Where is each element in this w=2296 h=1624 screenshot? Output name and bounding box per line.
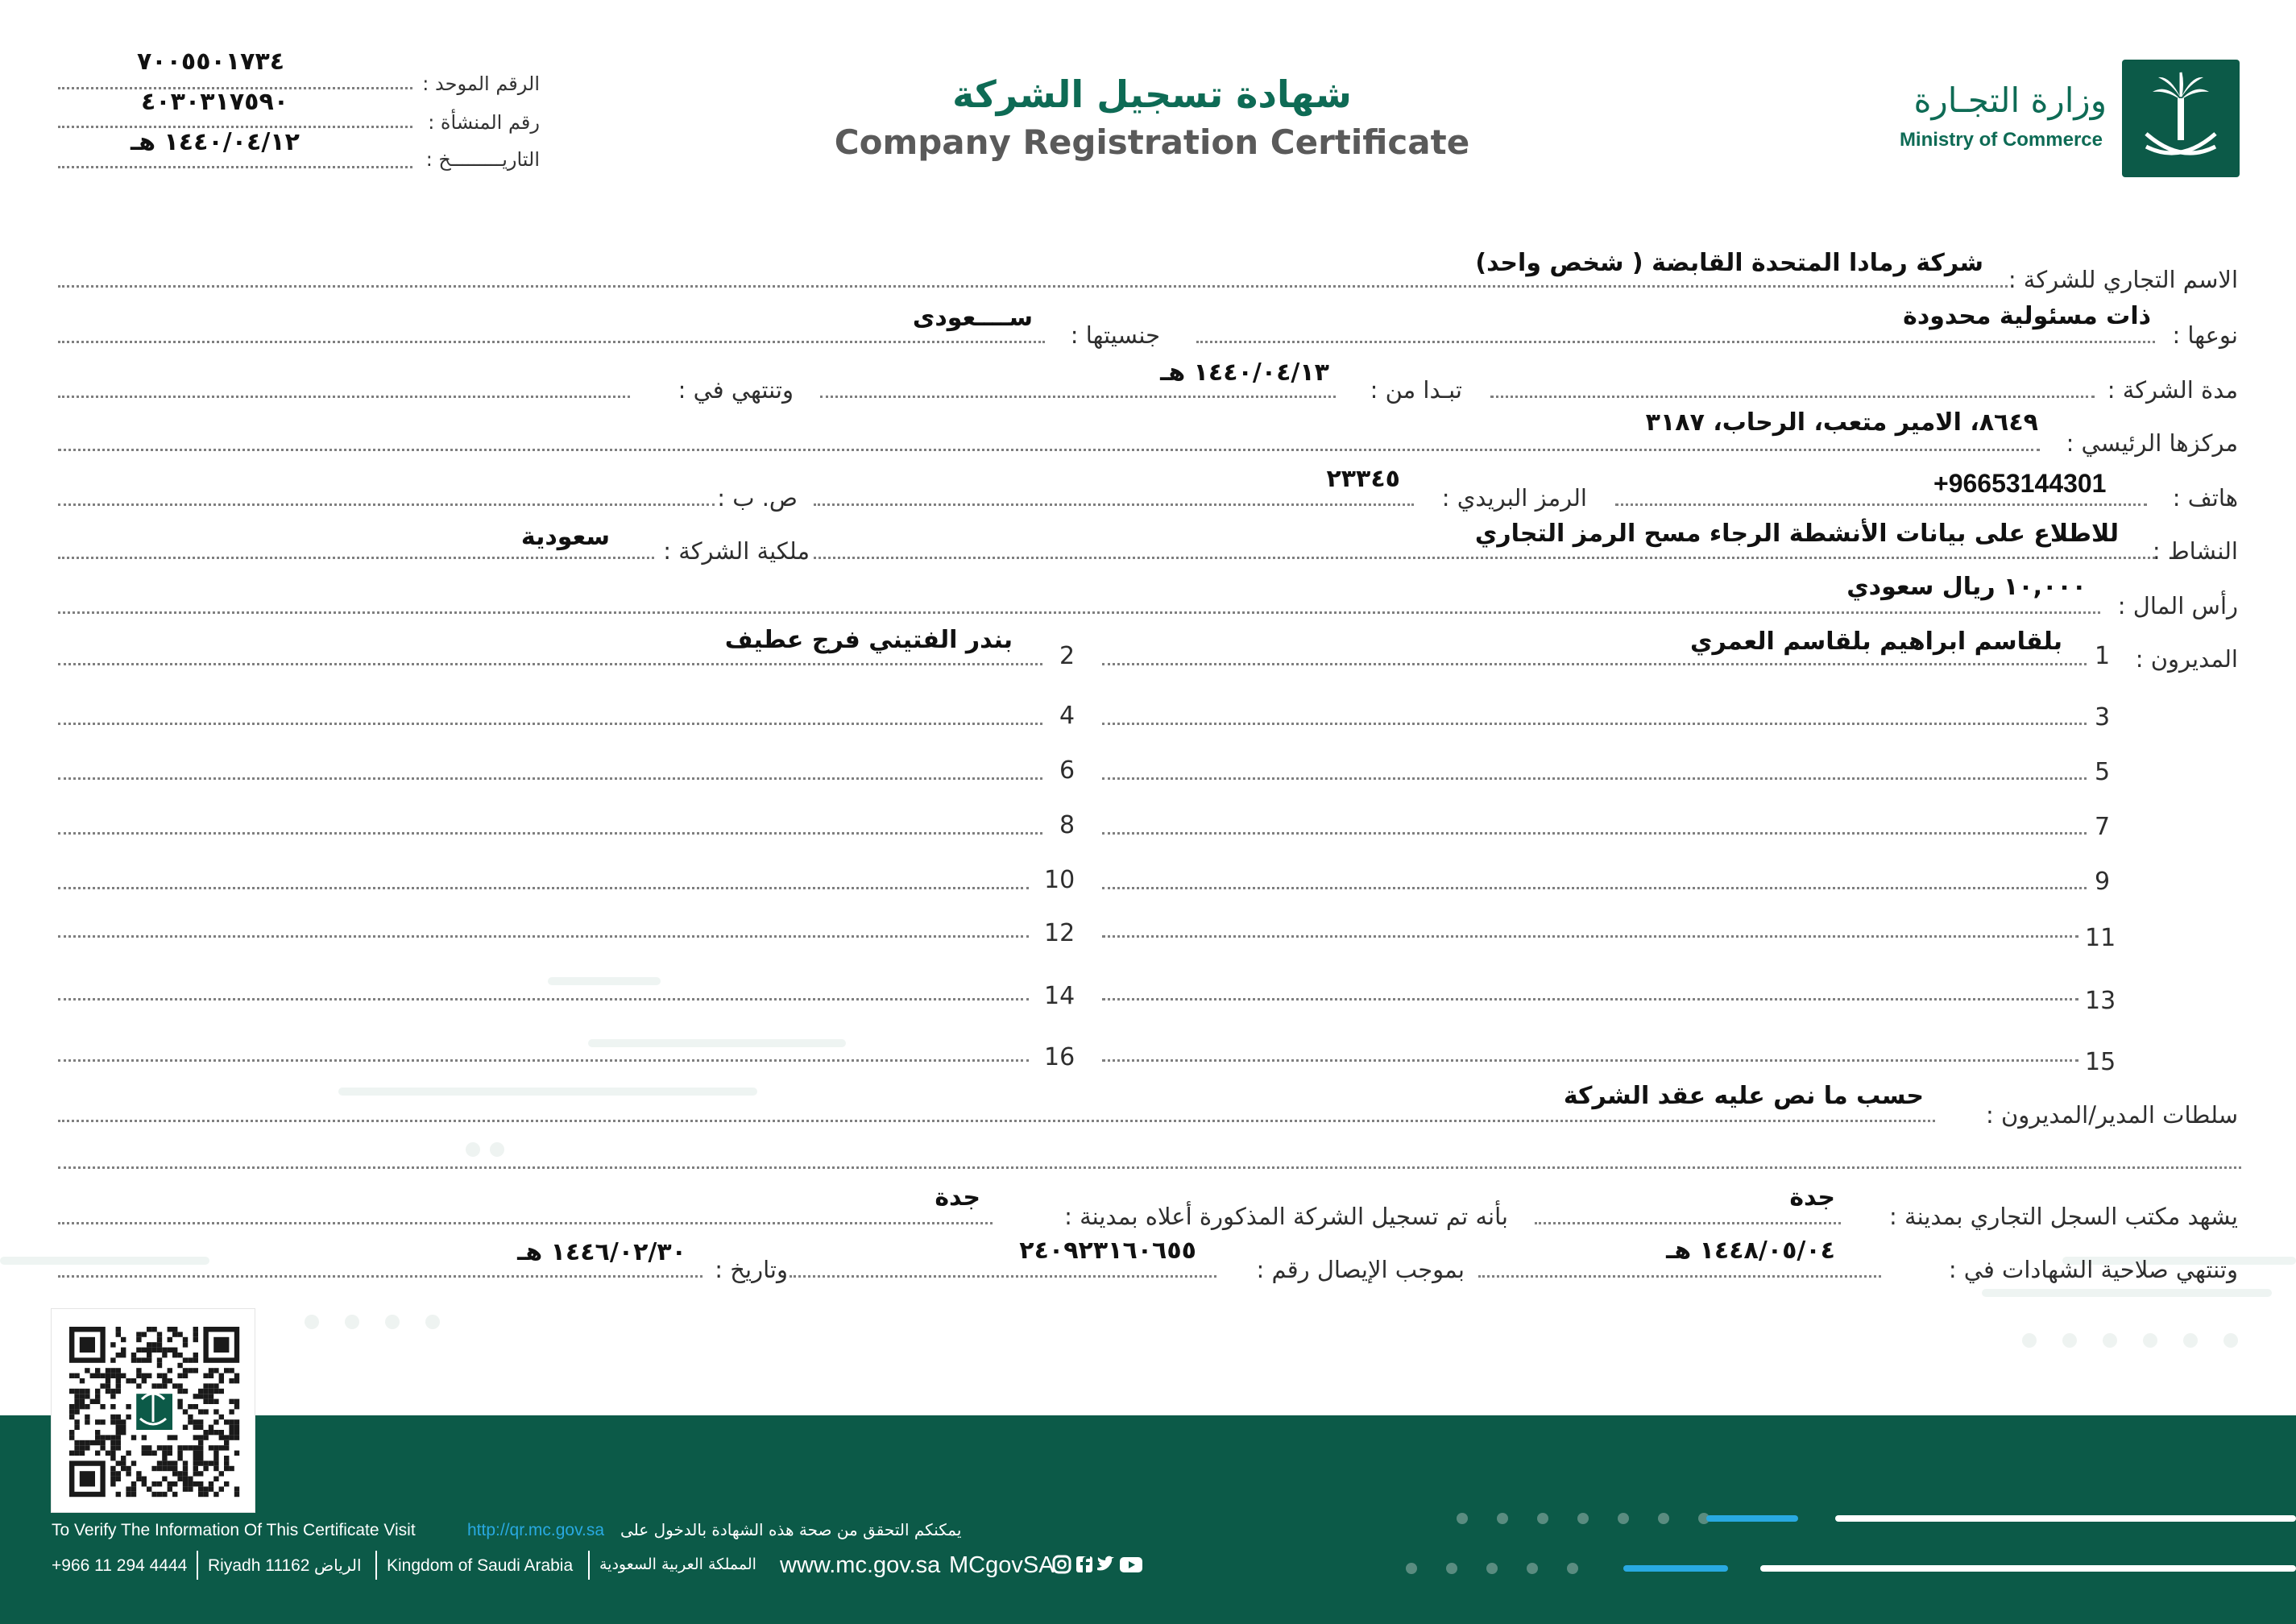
manager-number: 14 (1044, 982, 1075, 1010)
manager-number: 8 (1059, 811, 1075, 839)
manager-number: 3 (2095, 703, 2111, 731)
registered-city-label: بأنه تم تسجيل الشركة المذكورة أعلاه بمدينة : (1064, 1203, 1508, 1230)
nationality-label: جنسيتها : (1070, 321, 1160, 349)
starts-date: ١٤٤٠/٠٤/١٣ هـ (1160, 358, 1329, 387)
ministry-name-ar: وزارة التجـارة (1913, 81, 2107, 120)
validity-date: ١٤٤٨/٠٥/٠٤ هـ (1666, 1237, 1835, 1265)
header-date-label: التاريـــــــــخ : (425, 148, 540, 171)
manager-name: بلقاسم ابراهيم بلقاسم العمري (1690, 628, 2062, 656)
validity-label: وتنتهي صلاحية الشهادات في : (1948, 1256, 2238, 1283)
postal-code: ٢٣٣٤٥ (1326, 465, 1400, 493)
footer-city-en: Riyadh 11162 (208, 1556, 310, 1575)
facebook-icon[interactable] (1076, 1556, 1092, 1572)
capital-label: رأس المال : (2117, 592, 2238, 619)
unified-number-label: الرقم الموحد : (422, 72, 540, 95)
manager-number: 15 (2085, 1048, 2116, 1076)
youtube-icon[interactable] (1120, 1557, 1142, 1572)
registered-city: جدة (935, 1183, 980, 1212)
header-date: ١٤٤٠/٠٤/١٢ هـ (131, 128, 300, 156)
manager-number: 6 (1059, 756, 1075, 785)
manager-number: 11 (2085, 924, 2116, 952)
footer-phone: +966 11 294 4444 (52, 1556, 188, 1575)
manager-number: 13 (2085, 987, 2116, 1015)
receipt-date: ١٤٤٦/٠٢/٣٠ هـ (517, 1238, 686, 1266)
trade-name-label: الاسم التجاري للشركة : (2008, 266, 2238, 293)
authority: حسب ما نص عليه عقد الشركة (1563, 1082, 1924, 1110)
phone-label: هاتف : (2172, 484, 2238, 512)
po-box-label: ص. ب : (717, 484, 798, 512)
certificate-title-ar: شهادة تسجيل الشركة (952, 72, 1352, 116)
receipt-number: ٢٤٠٩٢٣١٦٠٦٥٥ (1019, 1237, 1196, 1265)
headquarters: ٨٦٤٩، الامير متعب، الرحاب، ٣١٨٧ (1645, 408, 2038, 437)
ownership-label: ملكية الشركة : (663, 537, 810, 565)
starts-label: تبـدا من : (1370, 376, 1462, 404)
duration-label: مدة الشركة : (2107, 376, 2238, 404)
capital: ١٠,٠٠٠ ريال سعودي (1846, 573, 2087, 601)
company-type: ذات مسئولية محدودة (1903, 302, 2151, 330)
manager-name: بندر الفتيني فرج عطيف (724, 626, 1013, 654)
ministry-name-en: Ministry of Commerce (1899, 129, 2103, 151)
qr-code-icon (52, 1309, 255, 1512)
receipt-date-label: وتاريخ : (715, 1256, 788, 1283)
manager-number: 10 (1044, 866, 1075, 894)
manager-number: 12 (1044, 919, 1075, 947)
trade-name: شركة رمادا المتحدة القابضة ( شخص واحد) (1475, 249, 1983, 277)
unified-number: ٧٠٠٥٥٠١٧٣٤ (137, 48, 285, 76)
nationality: ســــعودى (912, 304, 1033, 332)
activity-label: النشاط : (2152, 537, 2238, 565)
footer-website[interactable]: www.mc.gov.sa (780, 1552, 941, 1578)
verify-text-ar: يمكنكم التحقق من صحة هذه الشهادة بالدخول على (620, 1520, 962, 1539)
verify-text-en: To Verify The Information Of This Certificate Visit (52, 1521, 416, 1539)
footer-country-ar: المملكة العربية السعودية (599, 1556, 756, 1573)
manager-number: 5 (2095, 758, 2111, 786)
postal-code-label: الرمز البريدي : (1441, 484, 1587, 512)
footer-city-ar: الرياض (314, 1556, 362, 1575)
manager-number: 7 (2095, 813, 2111, 841)
office-city-label: يشهد مكتب السجل التجاري بمدينة : (1889, 1203, 2238, 1230)
establishment-number: ٤٠٣٠٣١٧٥٩٠ (141, 88, 289, 116)
palm-swords-icon (2122, 60, 2240, 177)
activity: للاطلاع على بيانات الأنشطة الرجاء مسح الرمز التجاري (1474, 520, 2119, 548)
footer-social-handle[interactable]: MCgovSA (949, 1552, 1055, 1578)
qr-code[interactable] (52, 1309, 255, 1512)
footer-country-en: Kingdom of Saudi Arabia (387, 1556, 574, 1575)
ends-label: وتنتهي في : (678, 376, 794, 404)
headquarters-label: مركزها الرئيسي : (2066, 429, 2238, 457)
verify-link[interactable]: http://qr.mc.gov.sa (467, 1521, 605, 1539)
certificate-title-en: Company Registration Certificate (834, 122, 1470, 162)
twitter-icon[interactable] (1097, 1556, 1114, 1571)
managers-label: المديرون : (2135, 645, 2238, 673)
manager-number: 9 (2095, 868, 2111, 896)
receipt-label: بموجب الإيصال رقم : (1256, 1256, 1465, 1283)
authority-label: سلطات المدير/المديرون : (1985, 1101, 2238, 1129)
manager-number: 16 (1044, 1043, 1075, 1071)
ownership: سعودية (520, 523, 610, 551)
footer (0, 1415, 2296, 1624)
manager-number: 2 (1059, 642, 1075, 670)
ministry-logo (2122, 60, 2240, 177)
phone: +96653144301 (1933, 469, 2107, 498)
manager-number: 1 (2095, 642, 2111, 670)
establishment-number-label: رقم المنشأة : (428, 111, 540, 134)
instagram-icon[interactable] (1054, 1556, 1070, 1572)
office-city: جدة (1789, 1183, 1835, 1212)
manager-number: 4 (1059, 702, 1075, 730)
social-icons (1052, 1554, 1149, 1576)
type-label: نوعها : (2172, 321, 2238, 349)
